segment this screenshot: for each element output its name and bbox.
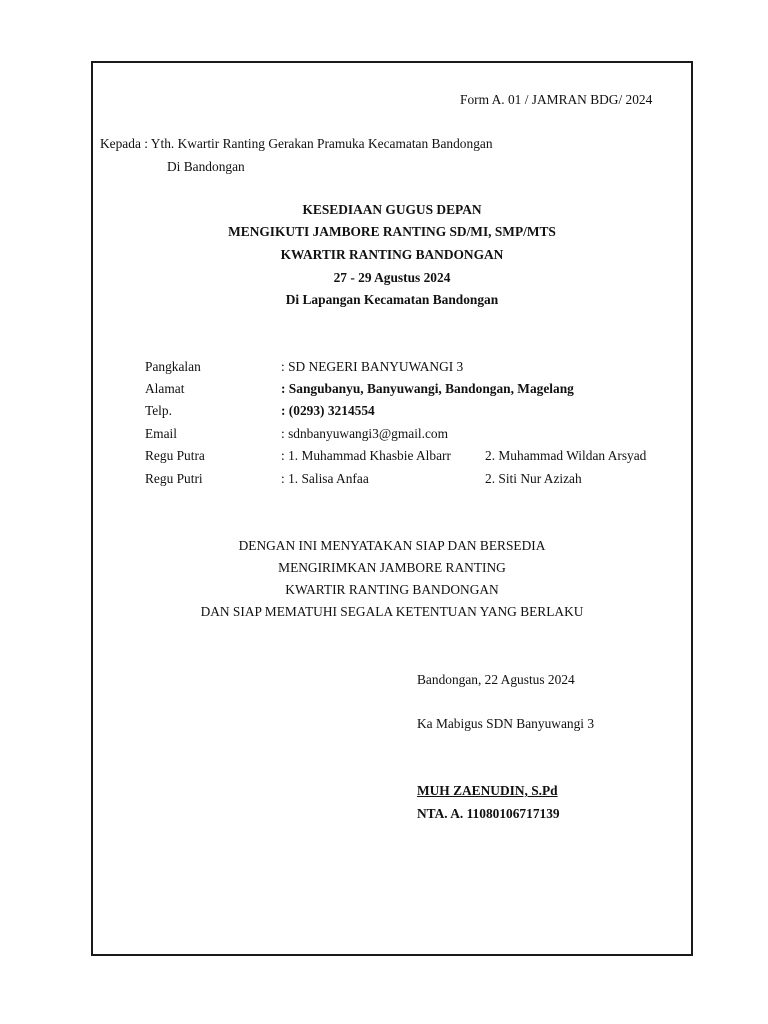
regu-putri-member-1: : 1. Salisa Anfaa: [281, 471, 369, 486]
title-line-1: KESEDIAAN GUGUS DEPAN: [302, 202, 482, 217]
pangkalan-label: Pangkalan: [145, 359, 201, 374]
email-value: : sdnbanyuwangi3@gmail.com: [281, 426, 449, 441]
form-code: Form A. 01 / JAMRAN BDG/ 2024: [460, 92, 653, 107]
page-border: [91, 61, 693, 956]
statement-line-2: MENGIRIMKAN JAMBORE RANTING: [278, 560, 506, 575]
regu-putra-member-1: : 1. Muhammad Khasbie Albarr: [281, 448, 451, 463]
pangkalan-value: : SD NEGERI BANYUWANGI 3: [281, 359, 464, 374]
addressee-line: Kepada : Yth. Kwartir Ranting Gerakan Pramuka Kecamatan Bandongan: [100, 136, 493, 151]
signature-place-date: Bandongan, 22 Agustus 2024: [417, 672, 575, 687]
alamat-label: Alamat: [145, 381, 185, 396]
title-line-2: MENGIKUTI JAMBORE RANTING SD/MI, SMP/MTS: [228, 224, 556, 239]
email-label: Email: [145, 426, 177, 441]
statement-line-3: KWARTIR RANTING BANDONGAN: [285, 582, 499, 597]
signatory-name: MUH ZAENUDIN, S.Pd: [417, 783, 558, 798]
title-event-location: Di Lapangan Kecamatan Bandongan: [285, 292, 499, 307]
signature-position: Ka Mabigus SDN Banyuwangi 3: [417, 716, 595, 731]
statement-line-1: DENGAN INI MENYATAKAN SIAP DAN BERSEDIA: [238, 538, 546, 553]
alamat-value: : Sangubanyu, Banyuwangi, Bandongan, Magelang: [281, 381, 574, 396]
regu-putra-label: Regu Putra: [145, 448, 205, 463]
regu-putri-label: Regu Putri: [145, 471, 203, 486]
statement-line-4: DAN SIAP MEMATUHI SEGALA KETENTUAN YANG BERLAKU: [200, 604, 584, 619]
telp-label: Telp.: [145, 403, 172, 418]
title-line-3: KWARTIR RANTING BANDONGAN: [280, 247, 504, 262]
telp-value: : (0293) 3214554: [281, 403, 375, 418]
regu-putra-member-2: 2. Muhammad Wildan Arsyad: [485, 448, 647, 463]
addressee-location: Di Bandongan: [167, 159, 245, 174]
title-event-date: 27 - 29 Agustus 2024: [333, 270, 451, 285]
signatory-nta: NTA. A. 11080106717139: [417, 806, 560, 821]
regu-putri-member-2: 2. Siti Nur Azizah: [485, 471, 582, 486]
